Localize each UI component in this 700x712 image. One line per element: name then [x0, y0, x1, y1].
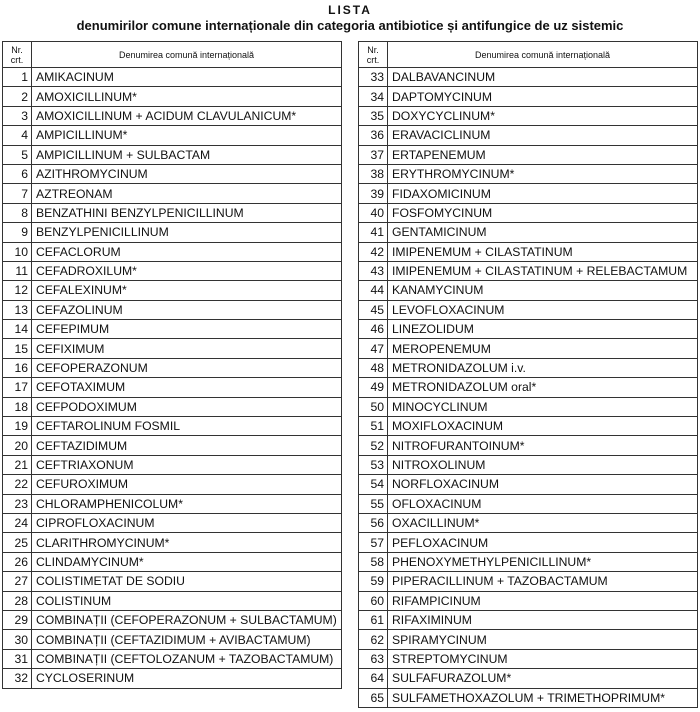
row-number: 32	[3, 669, 32, 688]
drug-name: FOSFOMYCINUM	[388, 203, 698, 222]
row-number: 55	[359, 494, 388, 513]
row-number: 42	[359, 242, 388, 261]
drug-name: DALBAVANCINUM	[388, 68, 698, 87]
drug-name: CEFTRIAXONUM	[32, 455, 342, 474]
table-row	[359, 320, 698, 339]
drug-name: AMOXICILLINUM*	[32, 87, 342, 106]
table-row	[359, 688, 698, 707]
row-number: 33	[359, 68, 388, 87]
drug-name: IMIPENEMUM + CILASTATINUM + RELEBACTAMUM	[388, 261, 698, 280]
drug-name: RIFAXIMINUM	[388, 610, 698, 629]
table-row	[3, 68, 342, 87]
drug-name: CLARITHROMYCINUM*	[32, 533, 342, 552]
row-number: 29	[3, 610, 32, 629]
drug-name: BENZATHINI BENZYLPENICILLINUM	[32, 203, 342, 222]
drug-name: FIDAXOMICINUM	[388, 184, 698, 203]
table-row	[3, 184, 342, 203]
table-row	[359, 572, 698, 591]
row-number: 14	[3, 320, 32, 339]
drug-name: CEFUROXIMUM	[32, 475, 342, 494]
table-row	[359, 300, 698, 319]
drug-name: CHLORAMPHENICOLUM*	[32, 494, 342, 513]
drug-name: IMIPENEMUM + CILASTATINUM	[388, 242, 698, 261]
table-row	[3, 87, 342, 106]
drug-name: OXACILLINUM*	[388, 513, 698, 532]
table-row	[359, 203, 698, 222]
table-row	[3, 630, 342, 649]
row-number: 9	[3, 223, 32, 242]
row-number: 62	[359, 630, 388, 649]
table-row	[359, 358, 698, 377]
row-number: 38	[359, 164, 388, 183]
row-number: 8	[3, 203, 32, 222]
table-row	[359, 513, 698, 532]
table-row	[3, 475, 342, 494]
row-number: 4	[3, 126, 32, 145]
drug-name: GENTAMICINUM	[388, 223, 698, 242]
drug-name: COMBINAȚII (CEFOPERAZONUM + SULBACTAMUM)	[32, 610, 342, 629]
table-row	[3, 610, 342, 629]
drug-name: CEFEPIMUM	[32, 320, 342, 339]
drug-name: LEVOFLOXACINUM	[388, 300, 698, 319]
table-row	[359, 68, 698, 87]
drug-name: PIPERACILLINUM + TAZOBACTAMUM	[388, 572, 698, 591]
table-row	[359, 669, 698, 688]
row-number: 11	[3, 261, 32, 280]
row-number: 48	[359, 358, 388, 377]
drug-name: SULFAFURAZOLUM*	[388, 669, 698, 688]
drug-name: NITROFURANTOINUM*	[388, 436, 698, 455]
drug-name: PHENOXYMETHYLPENICILLINUM*	[388, 552, 698, 571]
row-number: 13	[3, 300, 32, 319]
table-row	[3, 378, 342, 397]
table-row	[359, 242, 698, 261]
drug-name: CEFTAZIDIMUM	[32, 436, 342, 455]
row-number: 52	[359, 436, 388, 455]
row-number: 26	[3, 552, 32, 571]
drug-name: AMOXICILLINUM + ACIDUM CLAVULANICUM*	[32, 106, 342, 125]
row-number: 24	[3, 513, 32, 532]
table-row	[3, 513, 342, 532]
drug-name: DOXYCYCLINUM*	[388, 106, 698, 125]
row-number: 56	[359, 513, 388, 532]
row-number: 3	[3, 106, 32, 125]
row-number: 43	[359, 261, 388, 280]
row-number: 31	[3, 649, 32, 668]
drug-name: CEFPODOXIMUM	[32, 397, 342, 416]
row-number: 44	[359, 281, 388, 300]
table-row	[359, 261, 698, 280]
drug-name: DAPTOMYCINUM	[388, 87, 698, 106]
drug-name: ERTAPENEMUM	[388, 145, 698, 164]
column-header-name: Denumirea comună internațională	[32, 42, 342, 68]
drug-name: ERAVACICLINUM	[388, 126, 698, 145]
row-number: 6	[3, 164, 32, 183]
table-row	[359, 223, 698, 242]
drug-name: RIFAMPICINUM	[388, 591, 698, 610]
table-row	[3, 669, 342, 688]
table-row	[3, 106, 342, 125]
document-title: LISTA	[328, 3, 372, 17]
drug-name: COLISTIMETAT DE SODIU	[32, 572, 342, 591]
row-number: 28	[3, 591, 32, 610]
table-row	[3, 436, 342, 455]
table-row	[3, 417, 342, 436]
row-number: 36	[359, 126, 388, 145]
row-number: 53	[359, 455, 388, 474]
row-number: 45	[359, 300, 388, 319]
table-row	[359, 106, 698, 125]
table-row	[3, 261, 342, 280]
drug-name: CLINDAMYCINUM*	[32, 552, 342, 571]
row-number: 21	[3, 455, 32, 474]
row-number: 61	[359, 610, 388, 629]
table-row	[359, 281, 698, 300]
drug-name: COMBINAȚII (CEFTAZIDIMUM + AVIBACTAMUM)	[32, 630, 342, 649]
table-row	[359, 494, 698, 513]
table-row	[3, 397, 342, 416]
table-row	[3, 358, 342, 377]
drug-name: NORFLOXACINUM	[388, 475, 698, 494]
drug-name: METRONIDAZOLUM i.v.	[388, 358, 698, 377]
table-row	[359, 126, 698, 145]
table-row	[359, 455, 698, 474]
table-row	[3, 242, 342, 261]
table-row	[3, 572, 342, 591]
drug-name: MOXIFLOXACINUM	[388, 417, 698, 436]
row-number: 63	[359, 649, 388, 668]
table-row	[359, 649, 698, 668]
table-row	[359, 164, 698, 183]
drug-name: LINEZOLIDUM	[388, 320, 698, 339]
drug-name: COLISTINUM	[32, 591, 342, 610]
drug-name: OFLOXACINUM	[388, 494, 698, 513]
row-number: 12	[3, 281, 32, 300]
row-number: 23	[3, 494, 32, 513]
table-row	[3, 203, 342, 222]
table-row	[3, 281, 342, 300]
row-number: 64	[359, 669, 388, 688]
table-row	[3, 339, 342, 358]
table-row	[359, 378, 698, 397]
row-number: 35	[359, 106, 388, 125]
row-number: 18	[3, 397, 32, 416]
table-header-row	[359, 42, 698, 68]
row-number: 25	[3, 533, 32, 552]
drug-name: CEFIXIMUM	[32, 339, 342, 358]
table-row	[3, 494, 342, 513]
drug-name: MEROPENEMUM	[388, 339, 698, 358]
drug-name: CEFACLORUM	[32, 242, 342, 261]
row-number: 1	[3, 68, 32, 87]
drug-name: CEFTAROLINUM FOSMIL	[32, 417, 342, 436]
drug-name: CEFALEXINUM*	[32, 281, 342, 300]
table-row	[359, 397, 698, 416]
row-number: 10	[3, 242, 32, 261]
row-number: 5	[3, 145, 32, 164]
drug-name: KANAMYCINUM	[388, 281, 698, 300]
drug-name: SULFAMETHOXAZOLUM + TRIMETHOPRIMUM*	[388, 688, 698, 707]
table-row	[3, 591, 342, 610]
column-header-nr: Nr. crt.	[359, 42, 388, 68]
drug-name: AMIKACINUM	[32, 68, 342, 87]
table-row	[3, 649, 342, 668]
drug-name: CEFADROXILUM*	[32, 261, 342, 280]
column-header-nr: Nr. crt.	[3, 42, 32, 68]
table-row	[3, 126, 342, 145]
table-row	[359, 630, 698, 649]
drug-name: CEFAZOLINUM	[32, 300, 342, 319]
row-number: 15	[3, 339, 32, 358]
table-row	[3, 552, 342, 571]
drug-name: METRONIDAZOLUM oral*	[388, 378, 698, 397]
row-number: 51	[359, 417, 388, 436]
row-number: 49	[359, 378, 388, 397]
drug-name: AZITHROMYCINUM	[32, 164, 342, 183]
table-row	[359, 533, 698, 552]
row-number: 22	[3, 475, 32, 494]
row-number: 20	[3, 436, 32, 455]
drug-name: CEFOTAXIMUM	[32, 378, 342, 397]
antibiotics-table-right	[358, 41, 698, 708]
row-number: 65	[359, 688, 388, 707]
document-subtitle: denumirilor comune internaționale din categoria antibiotice și antifungice de uz sistemic	[76, 18, 624, 33]
table-row	[3, 223, 342, 242]
row-number: 37	[359, 145, 388, 164]
table-row	[359, 339, 698, 358]
row-number: 41	[359, 223, 388, 242]
row-number: 59	[359, 572, 388, 591]
row-number: 47	[359, 339, 388, 358]
row-number: 40	[359, 203, 388, 222]
antibiotics-table-left	[2, 41, 342, 689]
table-row	[3, 164, 342, 183]
row-number: 19	[3, 417, 32, 436]
table-row	[359, 552, 698, 571]
drug-name: STREPTOMYCINUM	[388, 649, 698, 668]
table-header-row	[3, 42, 342, 68]
table-row	[359, 436, 698, 455]
row-number: 16	[3, 358, 32, 377]
drug-name: AZTREONAM	[32, 184, 342, 203]
drug-name: ERYTHROMYCINUM*	[388, 164, 698, 183]
row-number: 46	[359, 320, 388, 339]
row-number: 34	[359, 87, 388, 106]
drug-name: BENZYLPENICILLINUM	[32, 223, 342, 242]
row-number: 54	[359, 475, 388, 494]
table-row	[359, 145, 698, 164]
drug-name: AMPICILLINUM + SULBACTAM	[32, 145, 342, 164]
table-row	[359, 610, 698, 629]
drug-name: AMPICILLINUM*	[32, 126, 342, 145]
table-row	[359, 475, 698, 494]
table-row	[359, 184, 698, 203]
drug-name: PEFLOXACINUM	[388, 533, 698, 552]
drug-name: COMBINAȚII (CEFTOLOZANUM + TAZOBACTAMUM)	[32, 649, 342, 668]
table-row	[359, 87, 698, 106]
table-row	[3, 320, 342, 339]
table-row	[3, 300, 342, 319]
drug-name: CIPROFLOXACINUM	[32, 513, 342, 532]
row-number: 7	[3, 184, 32, 203]
table-row	[3, 455, 342, 474]
row-number: 50	[359, 397, 388, 416]
row-number: 60	[359, 591, 388, 610]
drug-name: SPIRAMYCINUM	[388, 630, 698, 649]
row-number: 39	[359, 184, 388, 203]
column-header-name: Denumirea comună internațională	[388, 42, 698, 68]
row-number: 17	[3, 378, 32, 397]
drug-name: MINOCYCLINUM	[388, 397, 698, 416]
row-number: 58	[359, 552, 388, 571]
drug-name: CEFOPERAZONUM	[32, 358, 342, 377]
row-number: 2	[3, 87, 32, 106]
table-row	[3, 145, 342, 164]
table-row	[359, 591, 698, 610]
table-row	[3, 533, 342, 552]
table-row	[359, 417, 698, 436]
row-number: 30	[3, 630, 32, 649]
row-number: 27	[3, 572, 32, 591]
drug-name: CYCLOSERINUM	[32, 669, 342, 688]
row-number: 57	[359, 533, 388, 552]
drug-name: NITROXOLINUM	[388, 455, 698, 474]
